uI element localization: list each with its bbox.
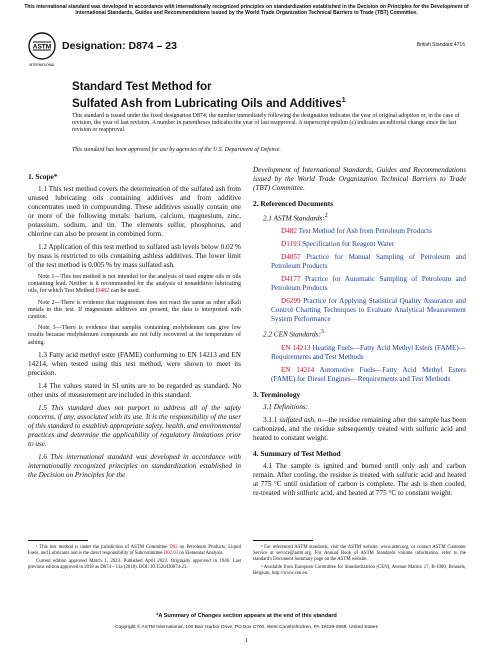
british-standard: British Standard 4716 <box>416 42 465 48</box>
note-3: Note 3—There is evidence that samples containing molybdenum can give low results because molybdenum compounds are not fully recovered at the temperature of ashing. <box>28 325 241 346</box>
para-1-1: 1.1 This test method covers the determination of the sulfated ash from unused lubricating oils containing additives and from additive concentrates used in compounding. These additives usually contain one or more of the following metals: barium, calcium, magnesium, zinc, potassium, sodium, and tin. The elements sulfur, phosphorus, and chlorine can also be present in combined form. <box>28 185 241 238</box>
section-referenced-documents-heading: 2. Referenced Documents <box>253 199 334 208</box>
document-title <box>72 80 432 110</box>
footnote-rule-right <box>253 540 313 541</box>
ref-code-link[interactable]: D1193 <box>281 240 301 249</box>
ref-code-link[interactable]: EN 14214 <box>281 365 315 374</box>
footnote-rule-left <box>28 540 88 541</box>
astm-reference-list <box>253 227 466 324</box>
ref-code-link[interactable]: D6299 <box>281 297 301 306</box>
note-1-text: Note 1—This test method is not intended for the analysis of used engine oils or oils containing lead. Neither is it recommended for the analysis of nonadditive lubricating oils, for which Test Method <box>28 274 241 295</box>
title-footnote-mark[interactable]: 1 <box>341 96 346 104</box>
ref-title-link[interactable]: Test Method for Ash from Petroleum Products <box>298 227 432 236</box>
cen-standards-text: 2.2 CEN Standards: <box>263 330 321 339</box>
right-column <box>253 166 466 502</box>
fn1-text-2: on Petroleum Products, Liquid Fuels, and Lubricants and is the direct responsibility of Subcommittee <box>28 545 241 556</box>
para-3-1: 3.1 Definitions: <box>263 402 309 411</box>
reference-item <box>253 240 466 249</box>
defined-term: sulfated ash, n <box>279 415 322 424</box>
para-3-1-1-num: 3.1.1 <box>263 415 280 424</box>
reference-item <box>253 297 466 324</box>
svg-text:INTERNATIONAL: INTERNATIONAL <box>28 63 56 67</box>
ref-code-link[interactable]: D4057 <box>281 253 301 262</box>
para-1-6: 1.6 This international standard was developed in accordance with internationally recognized principles on standardization established in the Decision on Principles for the <box>28 452 241 479</box>
para-1-5: 1.5 This standard does not purport to address all of the safety concerns, if any, associated with its use. It is the responsibility of the user of this standard to establish appropriate safety, health, and environmental practices and determine the applicability of regulatory limitations prior to use. <box>28 403 241 448</box>
reference-item <box>253 227 466 236</box>
page-number: 1 <box>244 637 249 644</box>
title-line-1: Standard Test Method for <box>72 80 212 93</box>
definition-text: —the residue remaining after the sample has been carbonized, and the residue subsequently treated with sulfuric acid and heated to constant weight. <box>253 415 466 442</box>
footnotes-right <box>253 545 466 579</box>
title-line-2 <box>72 94 432 110</box>
title-main: Sulfated Ash from Lubricating Oils and Additives <box>72 96 342 110</box>
reference-item <box>253 253 466 271</box>
reference-item <box>253 366 466 384</box>
para-4-1: 4.1 The sample is ignited and burned until only ash and carbon remain. After cooling, the residue is treated with sulfuric acid and heated at 775 °C until oxidation of carbon is complete. The ash is then cooled, re-treated with sulfuric acid, and heated at 775 °C to constant weight. <box>253 461 466 497</box>
reference-item <box>253 275 466 293</box>
note-2: Note 2—There is evidence that magnesium does not react the same as other alkali metals in this test. If magnesium additives are present, the data is interpreted with caution. <box>28 299 241 321</box>
footnote-1-edition: Current edition approved March 1, 2023. Published April 2023. Originally approved in 1946. Last previous edition approved in 2018 as D874 – 13a (2018). DOI: 10.1520/D0874-23. <box>28 559 241 570</box>
note-1 <box>28 274 241 296</box>
top-notice: This international standard was developed in accordance with internationally recognized principles on standardization established in the Decision on Principles for the Development of International Standards, Guides and Recommendations issued by the World Trade Organization Technical Barriers to Trade (TBT) Committee. <box>24 4 469 17</box>
cen-standards-label <box>253 328 466 339</box>
astm-standards-label <box>253 212 466 223</box>
footnote-2-mark[interactable]: 2 <box>324 213 328 219</box>
footnote-3-mark[interactable]: 3 <box>320 329 324 336</box>
para-3-1-1 <box>253 416 466 443</box>
footnote-1 <box>28 545 241 557</box>
ref-title-link[interactable]: Practice for Applying Statistical Quality Assurance and Control Charting Techniques to Evaluate Analytical Measurement System Performance <box>271 297 467 324</box>
footnotes-left <box>28 545 241 573</box>
ref-title-link[interactable]: Specification for Reagent Water <box>302 240 395 249</box>
para-1-6-continued: Development of International Standards, Guides and Recommendations issued by the World Trade Organization Technical Barriers to Trade (TBT) Committee. <box>253 166 466 192</box>
fn1-text: ¹ This test method is under the jurisdiction of ASTM Committee <box>36 545 170 550</box>
ref-title-link[interactable]: Heating Fuels—Fatty Acid Methyl Esters (FAME)—Requirements and Test Methods <box>271 343 466 361</box>
section-scope-heading: 1. Scope* <box>28 172 58 181</box>
reference-item <box>253 344 466 362</box>
copyright-line: Copyright © ASTM International, 100 Barr Harbor Drive, PO Box C700, West Conshohocken, PA 19428-2959. United States <box>115 625 378 630</box>
fn1-text-3: on Elemental Analysis. <box>178 551 224 556</box>
para-1-4: 1.4 The values stated in SI units are to be regarded as standard. No other units of measurement are included in this standard. <box>28 381 241 399</box>
section-summary-heading: 4. Summary of Test Method <box>253 448 341 458</box>
ref-code-link[interactable]: D482 <box>281 227 297 236</box>
link-d482[interactable]: D482 <box>95 288 110 295</box>
dod-approval: This standard has been approved for use by agencies of the U.S. Department of Defense. <box>72 147 281 153</box>
cen-reference-list <box>253 344 466 384</box>
designation: Designation: D874 – 23 <box>62 40 177 52</box>
note-1-tail: can be used. <box>109 288 141 295</box>
link-d02[interactable]: D02 <box>169 545 178 550</box>
ref-title-link[interactable]: Practice for Manual Sampling of Petroleum and Petroleum Products <box>271 253 466 271</box>
section-terminology-heading: 3. Terminology <box>253 389 301 399</box>
para-1-2: 1.2 Application of this test method to sulfated ash levels below 0.02 % by mass is restricted to oils containing ashless additives. The lower limit of the test method is 0.005 % by mass sulfated ash. <box>28 243 241 269</box>
ref-title-link[interactable]: Automotive Fuels—Fatty Acid Methyl Esters (FAME) for Diesel Engines—Requirements and Test Methods <box>271 365 466 383</box>
left-column <box>28 166 241 484</box>
summary-of-changes-notice: *A Summary of Changes section appears at the end of this standard <box>156 613 337 619</box>
issuance-statement: This standard is issued under the fixed designation D874; the number immediately following the designation indicates the year of original adoption or, in the case of revision, the year of last revision. A number in parentheses indicates the year of last reapproval. A superscript epsilon (ε) indicates an editorial change since the last revision or reapproval. <box>72 113 460 134</box>
footnote-2: ² For referenced ASTM standards, visit the ASTM website, www.astm.org, or contact ASTM Customer Service at service@astm.org. For Annual Book of ASTM Standards volume information, refer to the standard's Document Summary page on the ASTM website. <box>253 545 466 562</box>
link-d02-03[interactable]: D02.03 <box>163 551 179 556</box>
svg-text:ASTM: ASTM <box>32 43 52 51</box>
ref-code-link[interactable]: EN 14213 <box>281 343 311 352</box>
astm-logo-icon <box>28 32 56 70</box>
para-1-3: 1.3 Fatty acid methyl ester (FAME) conforming to EN 14213 and EN 14214, when tested using this test method, were shown to meet its precision. <box>28 350 241 377</box>
ref-code-link[interactable]: D4177 <box>281 275 301 284</box>
footnote-3: ³ Available from European Committee for Standardization (CEN), Avenue Marnix 17, B-1000, Brussels, Belgium, http://www.cen.eu. <box>253 565 466 576</box>
ref-title-link[interactable]: Practice for Automatic Sampling of Petroleum and Petroleum Products <box>271 275 466 293</box>
astm-standards-text: 2.1 ASTM Standards: <box>263 214 325 223</box>
